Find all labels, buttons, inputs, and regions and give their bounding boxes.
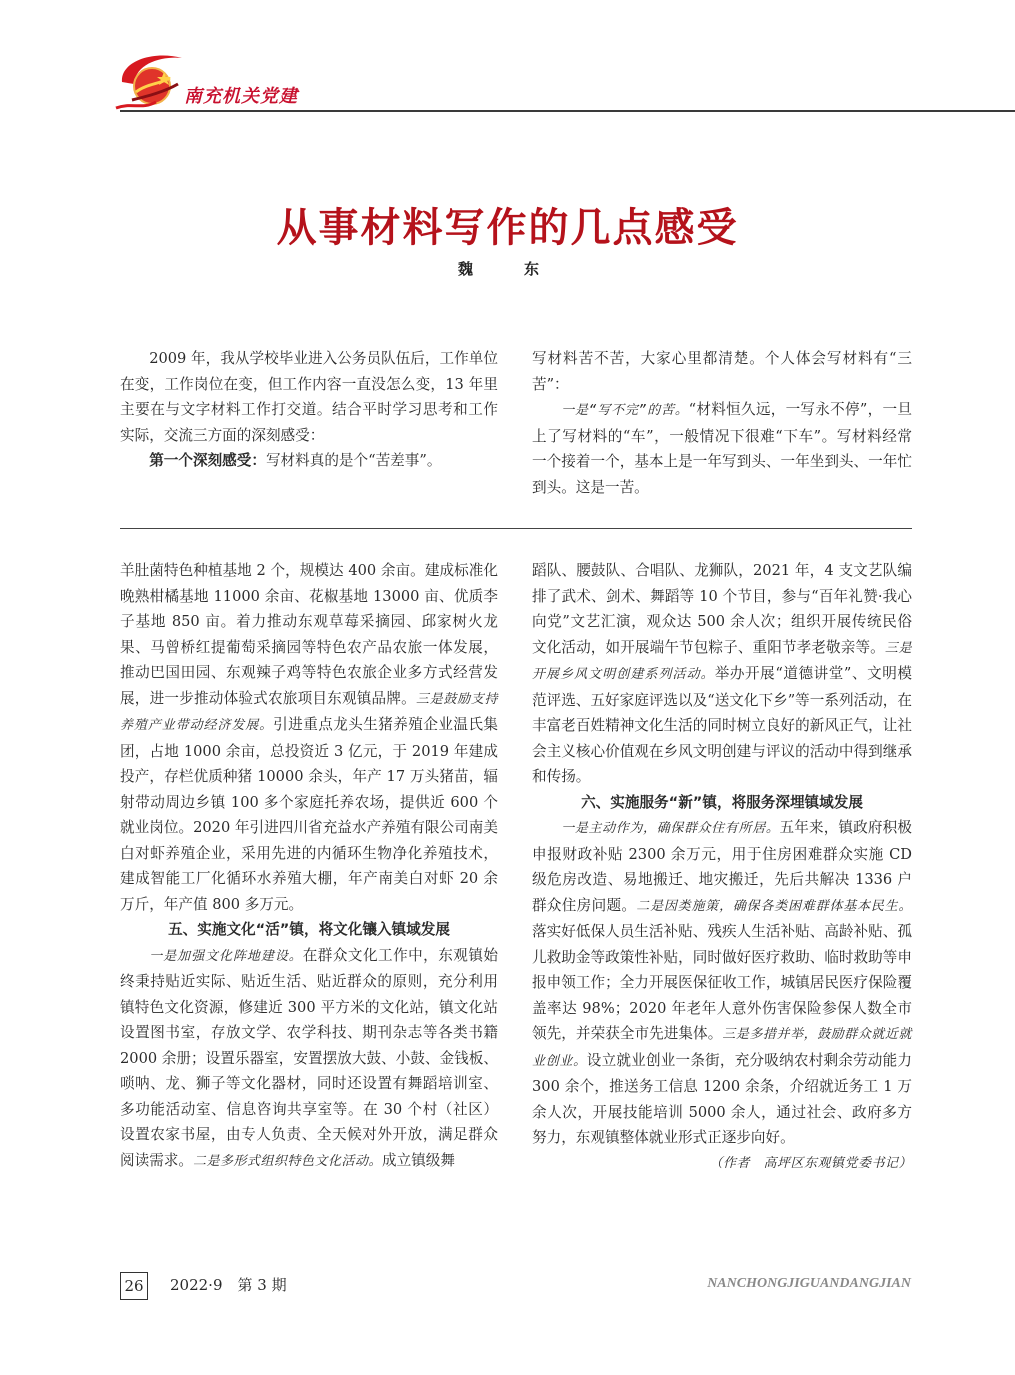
italic-lead: 一是主动作为，确保群众住有所居。 bbox=[561, 821, 780, 836]
section-lead: 第一个深刻感受： bbox=[149, 452, 266, 469]
paragraph-text: 羊肚菌特色种植基地 2 个，规模达 400 余亩。建成标准化晚熟柑橘基地 11000 余亩、花椒基地 13000 亩、优质李子基地 850 亩。着力推动东观草莓采摘园、邱家树火龙果、马曾桥红提葡萄采摘园等特色农产品农旅一体发展，推动巴国田园、东观辣子鸡等特色农旅企业多方式经营发展，进一步推动体验式农旅项目东观镇品牌。 bbox=[120, 562, 498, 707]
issue-label: 2022·9 第 3 期 bbox=[170, 1276, 287, 1294]
article-author: 魏 东 bbox=[457, 260, 557, 278]
lower-right-column bbox=[532, 558, 912, 1176]
footer-brand: NANCHONGJIGUANDANGJIAN bbox=[707, 1276, 911, 1291]
italic-lead: 一是加强文化阵地建设。 bbox=[149, 948, 303, 964]
italic-lead: 一是“写不完”的苦。 bbox=[561, 403, 689, 418]
paragraph bbox=[532, 558, 912, 790]
paragraph-text: 设立就业创业一条街，充分吸纳农村剩余劳动能力 300 余个，推送务工信息 1200 余条，介绍就近务工 1 万余人次，开展技能培训 5000 余人，通过社会、政府多方努力，东观镇整体就业形式正逐步向好。 bbox=[532, 1051, 912, 1146]
header-divider bbox=[120, 110, 1015, 112]
section-heading: 五、实施文化“活”镇，将文化镶入镇域发展 bbox=[168, 921, 450, 938]
paragraph-text: 引进重点龙头生猪养殖企业温氏集团，占地 1000 余亩，总投资近 3 亿元，于 2019 年建成投产，存栏优质种猪 10000 余头，年产 17 万头猪苗，辐射带动周边乡镇 100 多个家庭托养农场，提供近 600 个就业岗位。2020 年引进四川省充益水产养殖有限公司南美白对虾养殖企业，采用先进的内循环生物净化养殖技术，建成智能工厂化循环水养殖大棚，年产南美白对虾 20 余万斤，年产值 800 多万元。 bbox=[120, 716, 498, 913]
paragraph-text: 蹈队、腰鼓队、合唱队、龙狮队，2021 年，4 支文艺队编排了武术、剑术、舞蹈等 10 个节目，参与“百年礼赞·我心向党”文艺汇演，观众达 500 余人次；组织开展传统民俗文化活动，如开展端午节包粽子、重阳节孝老敬亲等。 bbox=[532, 562, 912, 656]
paragraph: 写材料苦不苦，大家心里都清楚。个人体会写材料有“三苦”： bbox=[532, 350, 912, 393]
paragraph bbox=[120, 448, 498, 474]
article-title: 从事材料写作的几点感受 bbox=[276, 204, 739, 251]
paragraph-text: 落实好低保人员生活补贴、残疾人生活补贴、高龄补贴、孤儿救助金等政策性补贴，同时做好医疗救助、临时救助等申报申领工作；全力开展医保征收工作，城镇居民医疗保险覆盖率达 98%；2020 年老年人意外伤害保险参保人数全市领先，并荣获全市先进集体。 bbox=[532, 923, 912, 1042]
italic-lead: 三是鼓励支持养殖产业带动经济发展。 bbox=[120, 691, 498, 733]
paragraph: 2009 年，我从学校毕业进入公务员队伍后，工作单位在变，工作岗位在变，但工作内容一直没怎么变，13 年里主要在与文字材料工作打交道。结合平时学习思考和工作实际，交流三方面的深刻感受： bbox=[120, 350, 498, 444]
paragraph-text: 写材料真的是个“苦差事”。 bbox=[265, 452, 442, 469]
italic-lead: 二是多形式组织特色文化活动。 bbox=[192, 1153, 382, 1169]
italic-lead: 三是多措并举，鼓励群众就近就业创业。 bbox=[532, 1027, 912, 1069]
upper-right-column bbox=[532, 346, 912, 500]
paragraph-text: 五年来，镇政府积极申报财政补贴 2300 余万元，用于住房困难群众实施 CD 级危房改造、易地搬迁、地灾搬迁，先后共解决 1336 户群众住房问题。 bbox=[532, 819, 912, 914]
lower-left-column bbox=[120, 558, 498, 1174]
section-heading: 六、实施服务“新”镇，将服务深埋镇域发展 bbox=[581, 793, 863, 811]
italic-lead: 三是开展乡风文明创建系列活动。 bbox=[532, 640, 912, 682]
italic-lead: 二是因类施策，确保各类困难群体基本民生。 bbox=[636, 898, 912, 914]
paragraph-text: 举办开展“道德讲堂”、文明模范评选、五好家庭评选以及“送文化下乡”等一系列活动，在丰富老百姓精神文化生活的同时树立良好的新风正气，让社会主义核心价值观在乡风文明创建与评议的活动中得到继承和传扬。 bbox=[532, 665, 912, 785]
page-number: 26 bbox=[120, 1272, 148, 1300]
paragraph bbox=[120, 943, 498, 1175]
paragraph-text: “材料恒久远，一写永不停”，一旦上了写材料的“车”，一般情况下很难“下车”。写材料经常一个接着一个，基本上是一年写到头、一年坐到头、一年忙到头。这是一苦。 bbox=[532, 401, 912, 496]
paragraph bbox=[532, 397, 912, 500]
ribbon-globe-logo-icon bbox=[112, 44, 192, 114]
paragraph bbox=[532, 815, 912, 1151]
upper-left-column bbox=[120, 346, 498, 474]
author-signature: （作者 高坪区东观镇党委书记） bbox=[709, 1155, 912, 1171]
section-divider bbox=[120, 528, 912, 529]
paragraph-text: 在群众文化工作中，东观镇始终秉持贴近实际、贴近生活、贴近群众的原则，充分利用镇特色文化资源，修建近 300 平方米的文化站，镇文化站设置图书室，存放文学、农学科技、期刊杂志等各类书籍 2000 余册；设置乐器室，安置摆放大鼓、小鼓、金钱板、唢呐、龙、狮子等文化器材，同时还设置有舞蹈培训室、多功能活动室、信息咨询共享室等。在 30 个村（社区）设置农家书屋，由专人负责、全天候对外开放，满足群众阅读需求。 bbox=[120, 946, 498, 1169]
masthead-title: 南充机关党建 bbox=[184, 86, 298, 107]
paragraph-text: 成立镇级舞 bbox=[382, 1151, 455, 1169]
paragraph bbox=[120, 558, 498, 917]
